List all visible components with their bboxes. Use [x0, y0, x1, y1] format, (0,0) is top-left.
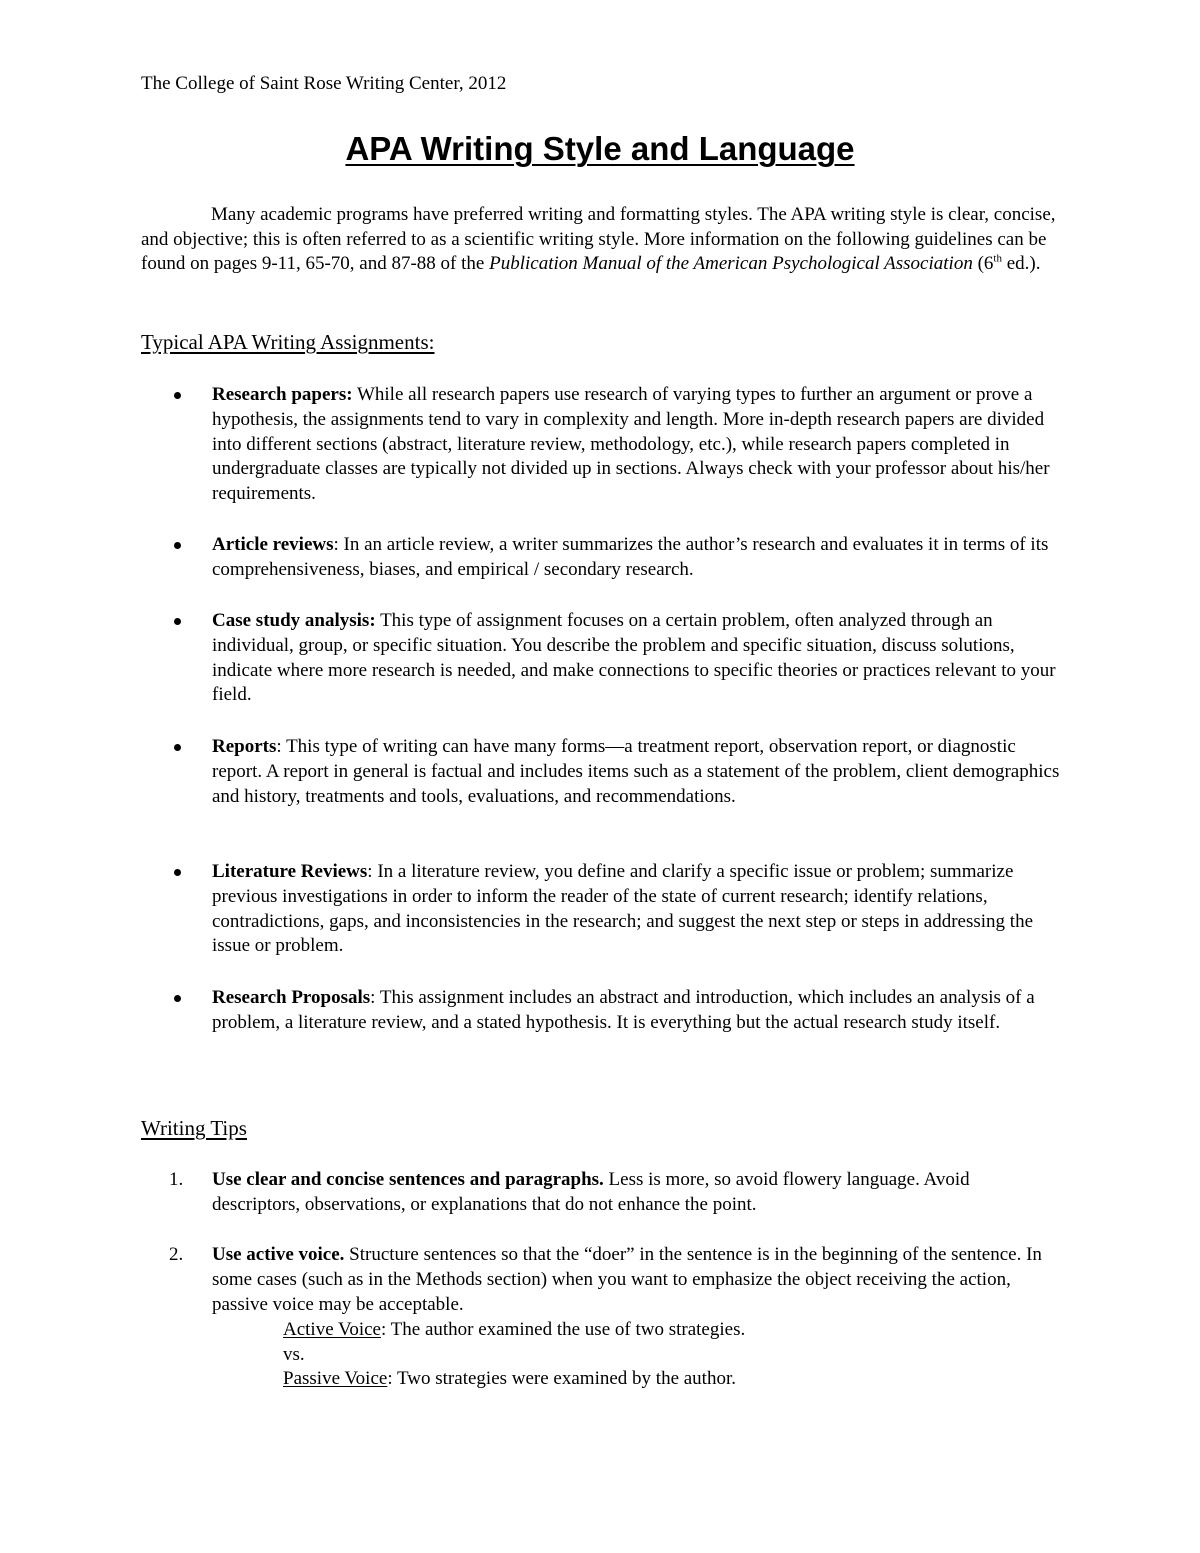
bullet-icon: [174, 542, 181, 549]
tip-text: Structure sentences so that the “doer” in the sentence is in the beginning of the sentence. In some cases (such as in the Methods section) when you want to emphasize the object receiving the action, passive voice may be acceptable.: [212, 1244, 1042, 1315]
intro-text: Many academic programs have preferred writing and formatting styles. The APA writing style is clear, concise, and objective; this is often referred to as a scientific writing style. More information on the following guidelines can be found on pages 9-11, 65-70, and 87-88 of the: [141, 204, 1056, 274]
passive-voice-example: [283, 1367, 736, 1391]
tip-term: Use clear and concise sentences and paragraphs.: [212, 1169, 604, 1190]
assignment-text: : In an article review, a writer summarizes the author’s research and evaluates it in terms of its comprehensiveness, biases, and empirical / secondary research.: [212, 534, 1049, 580]
edition-close: ed.).: [1001, 253, 1041, 274]
page-title: APA Writing Style and Language: [345, 130, 855, 167]
active-voice-text: : The author examined the use of two strategies.: [380, 1319, 746, 1340]
writing-tips-heading: Writing Tips: [141, 1116, 247, 1140]
edition-superscript: th: [993, 252, 1002, 265]
tip-item-clear-concise: [169, 1168, 1062, 1218]
active-voice-example: [283, 1318, 745, 1342]
assignment-text: : This assignment includes an abstract and introduction, which includes an analysis of a problem, a literature review, and a stated hypothesis. It is everything but the actual research study itself.: [212, 987, 1035, 1033]
passive-voice-label: Passive Voice: [283, 1368, 388, 1389]
versus-line: vs.: [283, 1344, 305, 1365]
assignment-term: Research papers:: [212, 384, 353, 405]
bullet-icon: [174, 618, 181, 625]
bullet-icon: [174, 392, 181, 399]
assignment-text: While all research papers use research of varying types to further an argument or prove a hypothesis, the assignments tend to vary in complexity and length. More in-depth research papers are divided into different sections (abstract, literature review, methodology, etc.), while research papers completed in undergraduate classes are typically not divided up in sections. Always check with your professor about his/her requirements.: [212, 384, 1050, 505]
assignment-text: This type of assignment focuses on a certain problem, often analyzed through an individual, group, or specific situation. You describe the problem and specific situation, discuss solutions, indicate where more research is needed, and make connections to specific theories or practices relevant to your field.: [212, 610, 1056, 706]
assignment-text: : In a literature review, you define and clarify a specific issue or problem; summarize previous investigations in order to inform the reader of the state of current research; identify relations, contradictions, gaps, and inconsistencies in the research; and suggest the next step or steps in addressing the issue or problem.: [212, 861, 1034, 957]
bullet-icon: [174, 869, 181, 876]
intro-paragraph: [141, 203, 1061, 277]
assignments-heading: Typical APA Writing Assignments:: [141, 330, 435, 354]
active-voice-label: Active Voice: [283, 1319, 381, 1340]
tip-text: Less is more, so avoid flowery language. Avoid descriptors, observations, or explanations that do not enhance the point.: [212, 1169, 970, 1215]
assignment-item-literature-reviews: [212, 860, 1062, 959]
assignment-term: Research Proposals: [212, 987, 371, 1008]
assignment-term: Reports: [212, 736, 277, 757]
tip-term: Use active voice.: [212, 1244, 345, 1265]
bullet-icon: [174, 744, 181, 751]
assignment-text: : This type of writing can have many forms—a treatment report, observation report, or diagnostic report. A report in general is factual and includes items such as a statement of the problem, client demographics and history, treatments and tools, evaluations, and recommendations.: [212, 736, 1060, 807]
edition-open: (6: [972, 253, 994, 274]
tip-item-active-voice: [169, 1243, 1062, 1317]
assignment-term: Article reviews: [212, 534, 334, 555]
assignment-item-case-study: [212, 609, 1062, 708]
assignment-term: Literature Reviews: [212, 861, 368, 882]
bullet-icon: [174, 995, 181, 1002]
assignment-item-article-reviews: [212, 533, 1062, 583]
assignment-item-research-papers: [212, 383, 1062, 507]
running-header: The College of Saint Rose Writing Center, 2012: [141, 73, 507, 94]
assignment-item-research-proposals: [212, 986, 1062, 1036]
assignment-term: Case study analysis:: [212, 610, 376, 631]
tip-number: 1.: [169, 1169, 184, 1190]
assignment-item-reports: [212, 735, 1062, 809]
passive-voice-text: : Two strategies were examined by the author.: [387, 1368, 736, 1389]
manual-title: Publication Manual of the American Psychological Association: [489, 253, 973, 274]
tip-number: 2.: [169, 1244, 184, 1265]
